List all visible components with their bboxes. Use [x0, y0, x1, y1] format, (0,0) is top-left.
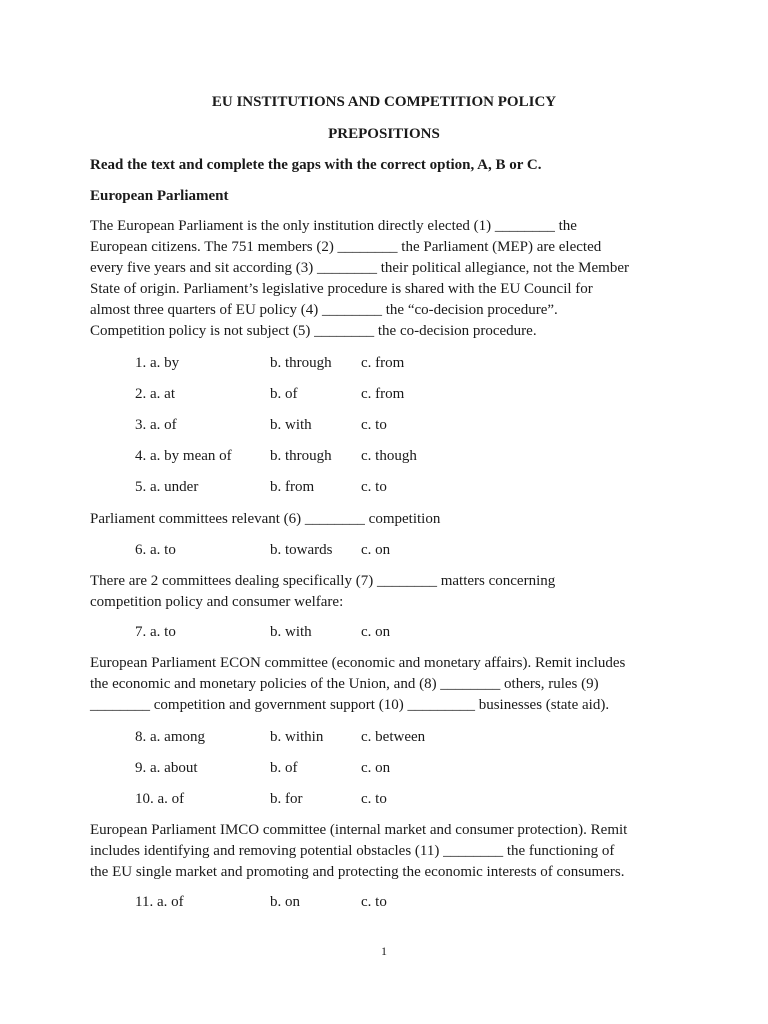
option-6-c: c. on: [361, 542, 391, 558]
option-9-b: b. of: [270, 760, 298, 776]
option-10-a: 10. a. of: [135, 791, 185, 807]
option-7-b: b. with: [270, 624, 312, 640]
paragraph-line: the economic and monetary policies of the Union, and (8) ________ others, rules (9): [90, 676, 599, 692]
document-subtitle: PREPOSITIONS: [328, 126, 440, 142]
option-4-a: 4. a. by mean of: [135, 448, 232, 464]
option-5-b: b. from: [270, 479, 315, 495]
paragraph-line: Parliament committees relevant (6) ________ competition: [90, 511, 441, 527]
paragraph-line: European Parliament IMCO committee (internal market and consumer protection). Remit: [90, 822, 628, 838]
paragraph-line: includes identifying and removing potential obstacles (11) ________ the functioning of: [90, 843, 615, 859]
option-2-b: b. of: [270, 386, 298, 402]
option-8-c: c. between: [361, 729, 426, 745]
paragraph-line: almost three quarters of EU policy (4) ________ the “co-decision procedure”.: [90, 302, 558, 318]
paragraph-1: [90, 216, 690, 342]
document-title: EU INSTITUTIONS AND COMPETITION POLICY: [211, 94, 557, 110]
paragraph-line: European Parliament ECON committee (economic and monetary affairs). Remit includes: [90, 655, 626, 671]
option-9-c: c. on: [361, 760, 391, 776]
option-11-b: b. on: [270, 894, 300, 910]
option-5-c: c. to: [361, 479, 387, 495]
option-4-c: c. though: [361, 448, 417, 464]
option-6-b: b. towards: [270, 542, 333, 558]
option-5-a: 5. a. under: [135, 479, 199, 495]
paragraph-line: State of origin. Parliament’s legislative procedure is shared with the EU Council for: [90, 281, 593, 297]
paragraph-line: ________ competition and government support (10) _________ businesses (state aid).: [90, 697, 610, 713]
option-11-c: c. to: [361, 894, 387, 910]
option-8-b: b. within: [270, 729, 324, 745]
page-number: 1: [381, 944, 387, 958]
option-3-b: b. with: [270, 417, 312, 433]
paragraph-line: Competition policy is not subject (5) ________ the co-decision procedure.: [90, 323, 537, 339]
option-10-b: b. for: [270, 791, 303, 807]
option-6-a: 6. a. to: [135, 542, 176, 558]
paragraph-line: every five years and sit according (3) ________ their political allegiance, not the Member: [90, 260, 629, 276]
option-11-a: 11. a. of: [135, 894, 184, 910]
option-7-a: 7. a. to: [135, 624, 176, 640]
section-heading: European Parliament: [90, 188, 229, 204]
paragraph-line: European citizens. The 751 members (2) ________ the Parliament (MEP) are elected: [90, 239, 602, 255]
paragraph-3: [90, 571, 690, 613]
paragraph-2: [90, 509, 690, 530]
paragraph-line: the EU single market and promoting and protecting the economic interests of consumers.: [90, 864, 625, 880]
option-3-a: 3. a. of: [135, 417, 177, 433]
option-2-c: c. from: [361, 386, 405, 402]
instructions: Read the text and complete the gaps with the correct option, A, B or C.: [90, 157, 542, 173]
option-9-a: 9. a. about: [135, 760, 198, 776]
paragraph-line: competition policy and consumer welfare:: [90, 594, 344, 610]
option-1-a: 1. a. by: [135, 355, 180, 371]
option-3-c: c. to: [361, 417, 387, 433]
option-8-a: 8. a. among: [135, 729, 205, 745]
paragraph-line: The European Parliament is the only institution directly elected (1) ________ the: [90, 218, 577, 234]
option-2-a: 2. a. at: [135, 386, 175, 402]
paragraph-line: There are 2 committees dealing specifically (7) ________ matters concerning: [90, 573, 556, 589]
option-10-c: c. to: [361, 791, 387, 807]
option-7-c: c. on: [361, 624, 391, 640]
option-4-b: b. through: [270, 448, 332, 464]
paragraph-4: [90, 653, 690, 716]
option-1-b: b. through: [270, 355, 332, 371]
paragraph-5: [90, 820, 690, 883]
option-1-c: c. from: [361, 355, 405, 371]
